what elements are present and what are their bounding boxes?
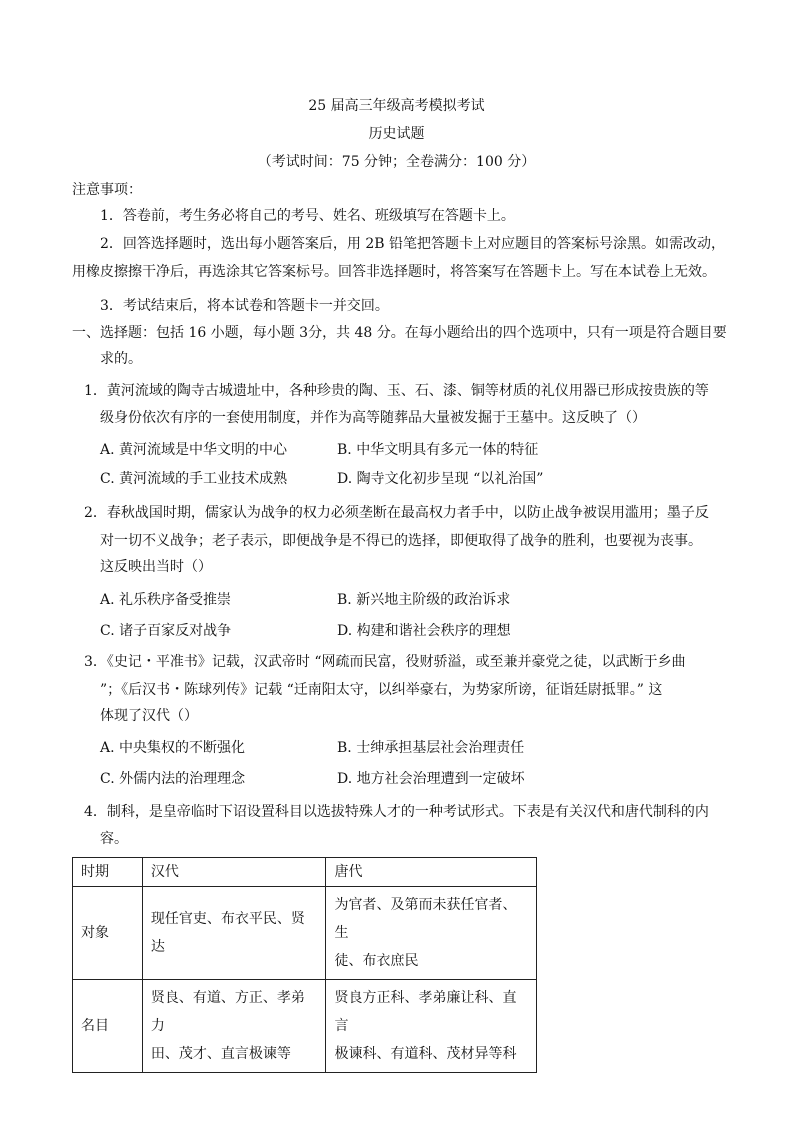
table-header-cell: 唐代 xyxy=(326,858,537,887)
table-row xyxy=(73,887,537,980)
notes-heading: 注意事项： xyxy=(72,182,142,198)
note-item: 1．答卷前，考生务必将自己的考号、姓名、班级填写在答题卡上。 xyxy=(100,208,515,224)
cell-line: 现任官吏、布衣平民、贤达 xyxy=(150,911,305,955)
question-2-text: 这反映出当时（） xyxy=(100,559,212,575)
note-item: 用橡皮擦擦干净后，再选涂其它答案标号。回答非选择题时，将答案写在答题卡上。写在本试卷上无效。 xyxy=(72,264,716,280)
table-row xyxy=(73,980,537,1073)
table-cell-han xyxy=(142,887,326,980)
table-cell-tang xyxy=(326,980,537,1073)
cell-line: 贤良、有道、方正、孝弟力 xyxy=(150,990,305,1034)
question-2-option-c: C. 诸子百家反对战争 xyxy=(100,623,232,639)
question-3-option-a: A. 中央集权的不断强化 xyxy=(100,740,246,756)
exam-info: （考试时间：75 分钟；全卷满分：100 分） xyxy=(257,154,536,170)
comparison-table xyxy=(72,857,537,1073)
table-header-cell: 汉代 xyxy=(142,858,326,887)
cell-line: 徒、布衣庶民 xyxy=(334,953,419,969)
question-1-option-b: B. 中华文明具有多元一体的特征 xyxy=(337,442,539,458)
note-item: 2．回答选择题时，选出每小题答案后，用 2B 铅笔把答题卡上对应题目的答案标号涂黑。如需改动， xyxy=(100,236,726,252)
subject-title: 历史试题 xyxy=(368,126,425,142)
question-1-text: 1．黄河流域的陶寺古城遗址中，各种珍贵的陶、玉、石、漆、铜等材质的礼仪用器已形成按贵族的等 xyxy=(84,383,709,399)
question-1-option-c: C. 黄河流域的手工业技术成熟 xyxy=(100,471,288,487)
question-2-option-a: A. 礼乐秩序备受推崇 xyxy=(100,592,232,608)
cell-line: 田、茂才、直言极谏等 xyxy=(150,1046,291,1062)
table-row-label: 对象 xyxy=(73,887,143,980)
question-1-option-d: D. 陶寺文化初步呈现 “以礼治国” xyxy=(337,471,544,487)
table-row-label: 名目 xyxy=(73,980,143,1073)
question-2-text: 对一切不义战争；老子表示，即便战争是不得已的选择，即便取得了战争的胜利，也要视为丧事。 xyxy=(100,533,702,549)
question-3-text: 3．《史记・平准书》记载，汉武帝时 “网疏而民富，役财骄溢，或至兼并豪党之徒，以武断于乡曲 xyxy=(84,654,686,670)
question-3-option-c: C. 外儒内法的治理理念 xyxy=(100,771,246,787)
table-cell-tang xyxy=(326,887,537,980)
exam-title: 25 届高三年级高考模拟考试 xyxy=(308,98,485,114)
question-3-option-d: D. 地方社会治理遭到一定破坏 xyxy=(337,771,525,787)
section-heading-cont: 求的。 xyxy=(100,351,142,367)
table-header-row xyxy=(73,858,537,887)
question-2-text: 2．春秋战国时期，儒家认为战争的权力必须垄断在最高权力者手中，以防止战争被误用滥用；墨子反 xyxy=(84,505,709,521)
question-4-text: 4．制科，是皇帝临时下诏设置科目以选拔特殊人才的一种考试形式。下表是有关汉代和唐代制科的内 xyxy=(84,804,709,820)
table-cell-han xyxy=(142,980,326,1073)
question-3-text: ”；《后汉书・陈球列传》记载 “迁南阳太守，以纠举豪右，为势家所谤，征诣廷尉抵罪。” 这 xyxy=(100,682,663,698)
question-2-option-b: B. 新兴地主阶级的政治诉求 xyxy=(337,592,511,608)
cell-line: 为官者、及第而未获任官者、生 xyxy=(334,897,517,941)
question-3-text: 体现了汉代（） xyxy=(100,708,198,724)
question-4-text: 容。 xyxy=(100,831,128,847)
table-header-cell: 时期 xyxy=(73,858,143,887)
cell-line: 贤良方正科、孝弟廉让科、直言 xyxy=(334,990,517,1034)
question-2-option-d: D. 构建和谐社会秩序的理想 xyxy=(337,623,511,639)
question-3-option-b: B. 士绅承担基层社会治理责任 xyxy=(337,740,525,756)
note-item: 3．考试结束后，将本试卷和答题卡一并交回。 xyxy=(100,298,389,314)
section-heading: 一、选择题：包括 16 小题，每小题 3分，共 48 分。在每小题给出的四个选项中，只有一项是符合题目要 xyxy=(72,325,727,341)
question-1-text: 级身份依次有序的一套使用制度，并作为高等随葬品大量被发掘于王墓中。这反映了（） xyxy=(100,410,646,426)
cell-line: 极谏科、有道科、茂材异等科 xyxy=(334,1046,517,1062)
question-1-option-a: A. 黄河流域是中华文明的中心 xyxy=(100,442,288,458)
